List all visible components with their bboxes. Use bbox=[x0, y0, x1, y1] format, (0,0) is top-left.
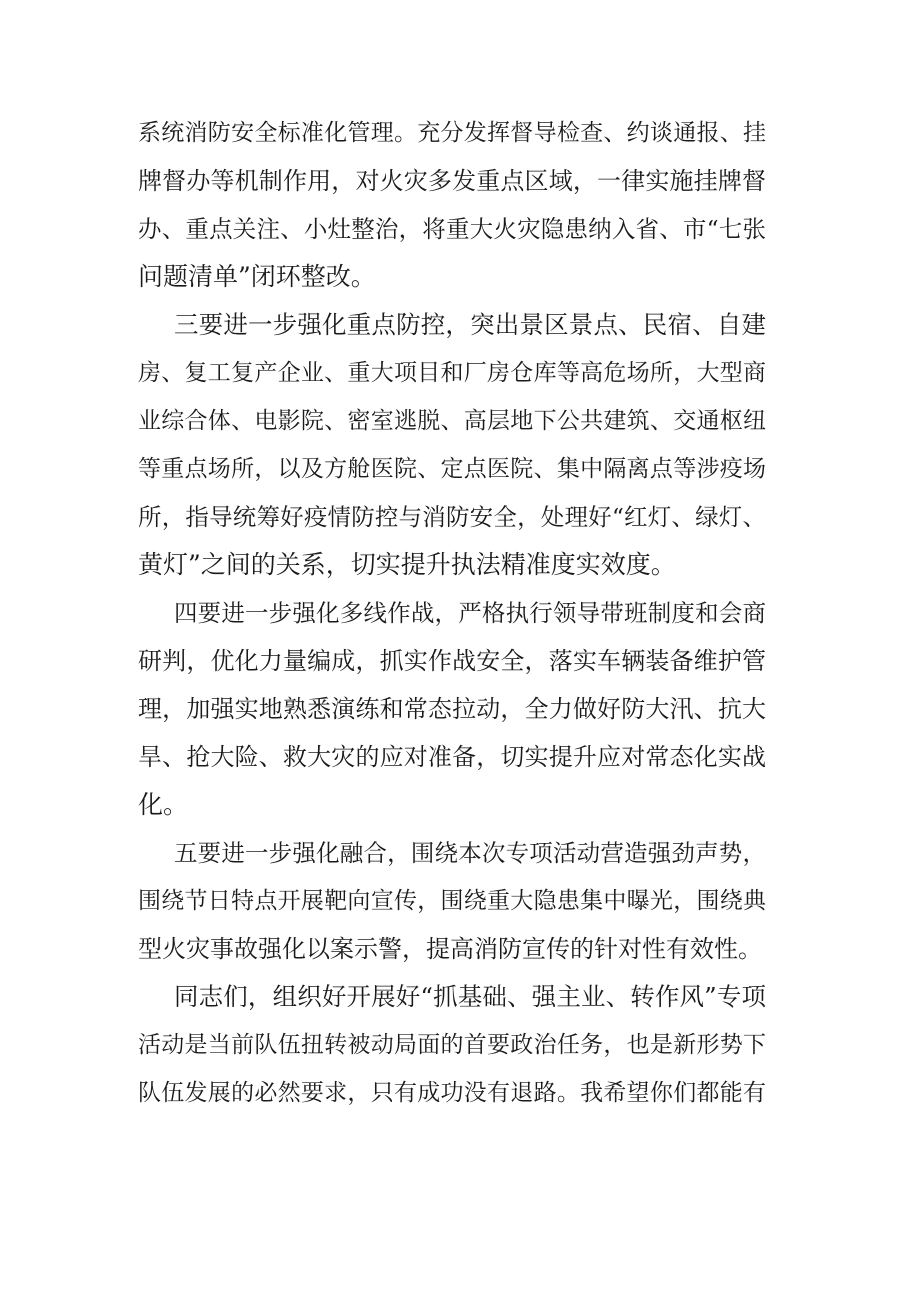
text-line: 业综合体、电影院、密室逃脱、高层地下公共建筑、交通枢纽 bbox=[138, 408, 766, 434]
document-body bbox=[138, 117, 766, 1125]
text-line: 牌督办等机制作用，对火灾多发重点区域，一律实施挂牌督 bbox=[138, 167, 766, 195]
text-line: 旱、抢大险、救大灾的应对准备，切实提升应对常态化实战 bbox=[138, 743, 766, 771]
text-line: 黄灯”之间的关系，切实提升执法精准度实效度。 bbox=[138, 550, 676, 579]
text-line: 五要进一步强化融合，围绕本次专项活动营造强劲声势， bbox=[174, 839, 766, 867]
text-line: 化。 bbox=[138, 790, 189, 819]
text-line: 三要进一步强化重点防控，突出景区景点、民宿、自建 bbox=[174, 310, 766, 339]
text-line: 队伍发展的必然要求，只有成功没有退路。我希望你们都能有 bbox=[138, 1080, 766, 1106]
text-line: 型火灾事故强化以案示警，提高消防宣传的针对性有效性。 bbox=[138, 935, 762, 963]
text-line: 研判，优化力量编成，抓实作战安全，落实车辆装备维护管 bbox=[138, 647, 766, 675]
text-line: 所，指导统筹好疫情防控与消防安全，处理好“红灯、绿灯、 bbox=[138, 503, 766, 531]
text-line: 问题清单”闭环整改。 bbox=[138, 262, 376, 291]
text-line: 围绕节日特点开展靶向宣传，围绕重大隐患集中曝光，围绕典 bbox=[138, 888, 766, 914]
text-line: 房、复工复产企业、重大项目和厂房仓库等高危场所，大型商 bbox=[138, 360, 766, 386]
text-line: 活动是当前队伍扭转被动局面的首要政治任务，也是新形势下 bbox=[138, 1032, 766, 1058]
text-line: 办、重点关注、小灶整治，将重大火灾隐患纳入省、市“七张 bbox=[138, 215, 766, 243]
text-line: 同志们，组织好开展好“抓基础、强主业、转作风”专项 bbox=[174, 982, 766, 1011]
text-line: 等重点场所，以及方舱医院、定点医院、集中隔离点等涉疫场 bbox=[138, 456, 766, 482]
text-line: 四要进一步强化多线作战，严格执行领导带班制度和会商 bbox=[174, 599, 766, 627]
text-line: 系统消防安全标准化管理。充分发挥督导检查、约谈通报、挂 bbox=[138, 120, 766, 146]
text-line: 理，加强实地熟悉演练和常态拉动，全力做好防大汛、抗大 bbox=[138, 695, 766, 723]
